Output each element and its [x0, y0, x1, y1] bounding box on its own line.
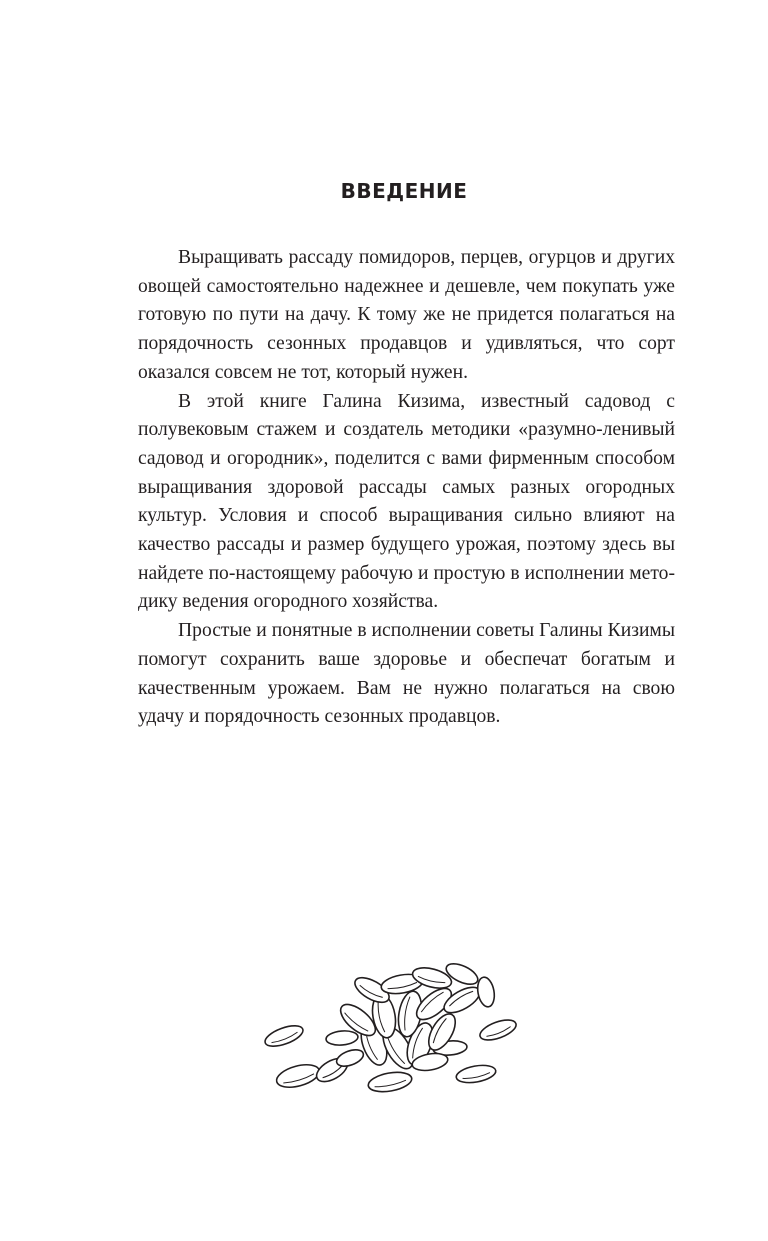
body-text	[138, 244, 675, 732]
paragraph-2: В этой книге Галина Кизима, известный садовод с полувековым стажем и создатель методики «разумно-ленивый садовод и огородник», поделится с вами фирменным способом выращивания здоровой рассады самых разных огородных культур. Условия и способ выращивания сильно влияют на качество рассады и размер будущего урожая, поэтому здесь вы найдете по-настоящему рабочую и простую в исполнении методику ведения огородного хозяйства.	[138, 390, 675, 613]
chapter-heading: ВВЕДЕНИЕ	[340, 179, 468, 203]
paragraph-3: Простые и понятные в исполнении советы Галины Кизимы помогут сохранить ваше здоровье и обеспечат богатым и качественным урожаем. Вам не нужно полагаться на свою удачу и порядочность сезонных продавцов.	[138, 620, 675, 728]
seeds-pile-icon	[262, 958, 522, 1098]
paragraph-1: Выращивать рассаду помидоров, перцев, огурцов и других овощей самостоятельно надежнее и дешевле, чем покупать уже готовую по пути на дачу. К тому же не придется полагаться на порядочность сезонных продавцов и удивляться, что сорт оказался совсем не тот, который нужен.	[138, 247, 675, 383]
